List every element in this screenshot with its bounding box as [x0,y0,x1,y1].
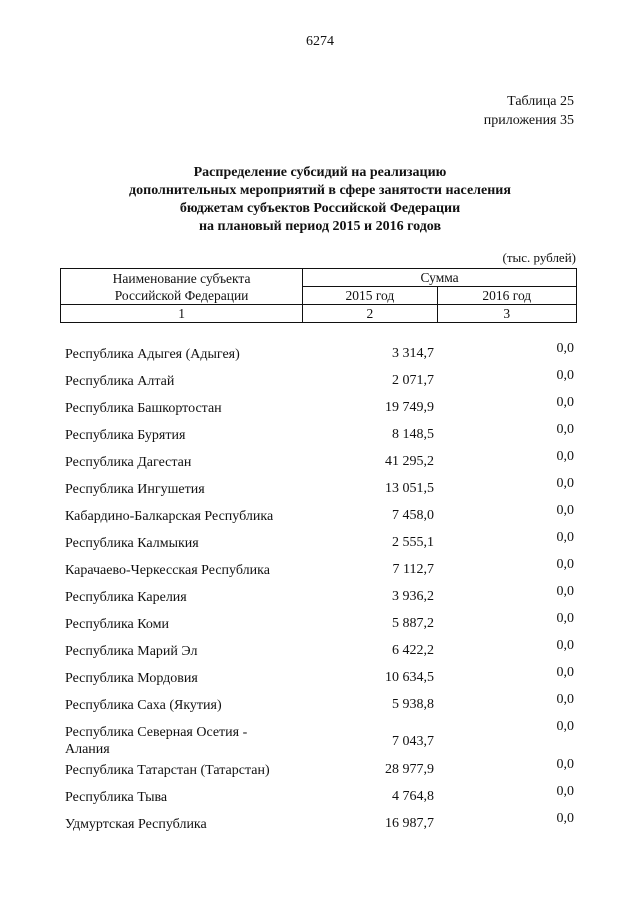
row-subject-name: Республика Башкортостан [65,401,222,416]
row-value-2016: 0,0 [556,395,574,410]
header-sum: Сумма [303,269,577,287]
row-subject-name: Республика Бурятия [65,428,186,443]
row-value-2015: 7 458,0 [392,508,434,523]
table-row [0,530,640,560]
row-value-2015: 7 112,7 [392,562,434,577]
row-subject-name: Удмуртская Республика [65,817,207,832]
table-reference-line2: приложения 35 [483,113,574,128]
table-row [0,692,640,722]
row-value-2015: 8 148,5 [392,427,434,442]
row-value-2015: 3 936,2 [392,589,434,604]
row-value-2015: 2 555,1 [392,535,434,550]
row-subject-name: Республика Марий Эл [65,644,198,659]
row-value-2015: 19 749,9 [385,400,434,415]
row-value-2015: 4 764,8 [392,789,434,804]
table-header [60,268,577,323]
title-line1: Распределение субсидий на реализацию [193,165,447,180]
row-subject-name: Республика Коми [65,617,169,632]
table-row [0,503,640,533]
row-value-2015: 5 938,8 [392,697,434,712]
row-subject-name: Республика Карелия [65,590,187,605]
row-value-2015: 41 295,2 [385,454,434,469]
row-subject-name: Республика Адыгея (Адыгея) [65,347,240,362]
row-subject-name: Кабардино-Балкарская Республика [65,509,274,524]
header-subject-line2: Российской Федерации [114,287,249,303]
table-row [0,557,640,587]
table-row [0,395,640,425]
row-subject-name: Республика Дагестан [65,455,192,470]
row-subject-name: Республика Алтай [65,374,175,389]
row-value-2016: 0,0 [556,811,574,826]
row-subject-name: Республика Мордовия [65,671,198,686]
table-row [0,811,640,841]
row-value-2016: 0,0 [556,638,574,653]
row-value-2016: 0,0 [556,584,574,599]
row-value-2016: 0,0 [556,368,574,383]
row-value-2016: 0,0 [556,611,574,626]
row-value-2016: 0,0 [556,784,574,799]
document-title [60,164,580,236]
table-row [0,449,640,479]
table-row [0,341,640,371]
row-value-2015: 2 071,7 [392,373,434,388]
header-subject-name [61,269,303,305]
title-line4: на плановый период 2015 и 2016 годов [198,219,442,234]
row-value-2015: 3 314,7 [392,346,434,361]
row-value-2015: 28 977,9 [385,762,434,777]
table-row [0,665,640,695]
table-row [0,638,640,668]
header-year-2015: 2015 год [303,287,437,305]
title-line2: дополнительных мероприятий в сфере занятости населения [129,183,511,198]
table-reference [484,92,574,130]
row-value-2016: 0,0 [556,757,574,772]
row-value-2015: 5 887,2 [392,616,434,631]
row-value-2016: 0,0 [556,503,574,518]
row-value-2015: 13 051,5 [385,481,434,496]
table-row [0,476,640,506]
header-year-2016: 2016 год [437,287,576,305]
row-subject-name: Карачаево-Черкесская Республика [65,563,270,578]
row-value-2015: 6 422,2 [392,643,434,658]
header-col-number-1: 1 [61,305,303,323]
units-label: (тыс. рублей) [502,250,576,265]
header-col-number-2: 2 [303,305,437,323]
row-value-2015: 16 987,7 [385,816,434,831]
row-subject-name: Республика Татарстан (Татарстан) [65,763,270,778]
table-row [0,422,640,452]
title-line3: бюджетам субъектов Российской Федерации [179,201,461,216]
header-subject-line1: Наименование субъекта [112,270,251,286]
row-subject-name: Республика Саха (Якутия) [65,698,222,713]
row-value-2016: 0,0 [556,692,574,707]
row-value-2016: 0,0 [556,557,574,572]
row-value-2016: 0,0 [556,476,574,491]
row-value-2016: 0,0 [556,341,574,356]
row-value-2016: 0,0 [556,719,574,734]
page-number: 6274 [306,34,334,49]
row-subject-name: Республика Ингушетия [65,482,205,497]
table-row [0,368,640,398]
row-subject-name: Республика Тыва [65,790,168,805]
row-subject-name: Республика Северная Осетия - Алания [65,725,248,757]
table-row [0,719,640,760]
row-value-2016: 0,0 [556,530,574,545]
row-value-2015: 7 043,7 [392,734,434,749]
row-subject-name: Республика Калмыкия [65,536,199,551]
row-value-2016: 0,0 [556,449,574,464]
row-value-2016: 0,0 [556,665,574,680]
table-row [0,584,640,614]
row-value-2016: 0,0 [556,422,574,437]
table-reference-line1: Таблица 25 [507,94,574,109]
header-col-number-3: 3 [437,305,576,323]
table-row [0,611,640,641]
table-row [0,757,640,787]
row-value-2015: 10 634,5 [385,670,434,685]
table-row [0,784,640,814]
table-body [0,341,640,841]
